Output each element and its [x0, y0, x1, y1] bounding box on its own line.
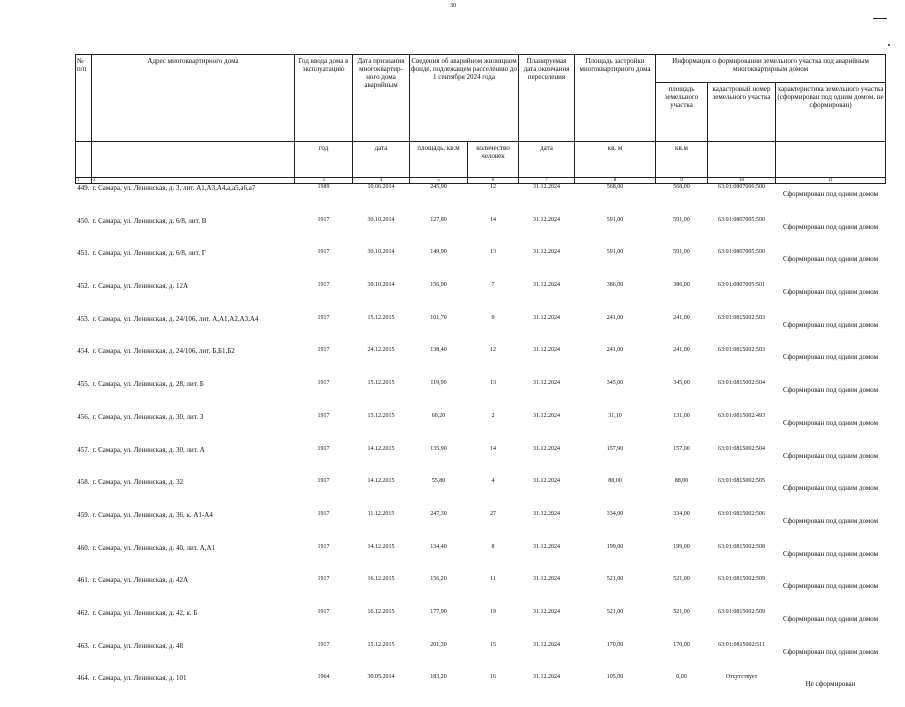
emergency-date-cell: 15.12.2015 — [367, 380, 395, 387]
building-area-cell: 521,00 — [606, 608, 624, 615]
area-cell: 101,70 — [430, 314, 447, 321]
row-number: 463. — [77, 641, 90, 650]
emergency-date-cell: 30.10.2014 — [367, 249, 395, 256]
building-area-cell: 105,00 — [606, 674, 624, 681]
land-area-cell: 334,00 — [673, 510, 690, 517]
address-cell: г. Самара, ул. Ленинская, д. 48 — [92, 641, 183, 650]
people-cell: 14 — [490, 216, 496, 223]
row-number: 453. — [77, 314, 90, 323]
building-area-cell: 170,00 — [606, 641, 624, 648]
address-cell: г. Самара, ул. Ленинская, д. 6/8, лит. В — [92, 216, 207, 225]
year-cell: 1917 — [317, 216, 330, 223]
address-cell: г. Самара, ул. Ленинская, д. 6/8, лит. Г — [92, 249, 206, 258]
people-cell: 13 — [490, 249, 496, 256]
table-row — [76, 446, 886, 479]
emergency-date-cell: 16.12.2015 — [367, 608, 395, 615]
emergency-date-cell: 30.10.2014 — [367, 282, 395, 289]
header-planned-date: Планируемая дата окончания переселения — [519, 55, 575, 142]
column-number: 11 — [776, 178, 886, 184]
header-emergency-date: Дата признания многоквартир-ного дома аварийным — [353, 55, 410, 142]
emergency-date-cell: 11.12.2015 — [367, 510, 395, 517]
land-status-cell: Сформирован под одним домом — [782, 582, 879, 591]
column-number: 9 — [656, 178, 708, 184]
year-cell: 1989 — [317, 184, 330, 190]
table-row — [76, 642, 886, 675]
planned-date-cell: 31.12.2024 — [533, 478, 560, 485]
building-area-cell: 386,00 — [606, 282, 624, 289]
people-cell: 15 — [490, 641, 496, 648]
planned-date-cell: 31.12.2024 — [533, 674, 560, 681]
row-number: 449. — [77, 184, 90, 192]
column-number: 7 — [519, 178, 575, 184]
address-cell: г. Самара, ул. Ленинская, д. 30, лит. А — [92, 445, 205, 454]
emergency-date-cell: 14.12.2015 — [367, 445, 395, 452]
cadastral-cell: Отсутствует — [725, 674, 758, 681]
year-cell: 1917 — [317, 412, 330, 419]
area-cell: 135,90 — [430, 445, 447, 452]
year-cell: 1917 — [317, 380, 330, 387]
planned-date-cell: 31.12.2024 — [533, 543, 560, 550]
unit-blank — [776, 142, 886, 178]
cadastral-cell: 63:01:0807005:501 — [717, 282, 765, 289]
area-cell: 55,80 — [431, 478, 446, 485]
people-cell: 12 — [490, 184, 496, 190]
cadastral-cell: 63:01:0815002:505 — [717, 478, 765, 485]
area-cell: 183,20 — [430, 674, 447, 681]
address-cell: г. Самара, ул. Ленинская, д. 28, лит. Б — [92, 380, 204, 389]
address-cell: г. Самара, ул. Ленинская, д. 24/106, лит. Б,Б1,Б2 — [92, 347, 235, 356]
emergency-date-cell: 15.12.2015 — [367, 314, 395, 321]
building-area-cell: 241,00 — [606, 314, 624, 321]
land-area-cell: 170,00 — [673, 641, 690, 648]
land-status-cell: Сформирован под одним домом — [782, 451, 879, 460]
land-status-cell: Не сформирован — [805, 680, 856, 689]
planned-date-cell: 31.12.2024 — [533, 184, 560, 190]
land-status-cell: Сформирован под одним домом — [782, 647, 879, 656]
land-status-cell: Сформирован под одним домом — [782, 549, 879, 558]
building-area-cell: 345,00 — [606, 380, 624, 387]
planned-date-cell: 31.12.2024 — [533, 412, 560, 419]
address-cell: г. Самара, ул. Ленинская, д. 42А — [92, 576, 189, 585]
table-row — [76, 544, 886, 577]
land-area-cell: 386,00 — [673, 282, 690, 289]
column-number: 1 — [76, 178, 92, 184]
building-area-cell: 199,00 — [606, 543, 624, 550]
cadastral-cell: 63:01:0815002:503 — [717, 314, 765, 321]
header-emergency-info: Сведения об аварийном жилищном фонде, подлежащем расселению до 1 сентября 2024 года — [410, 55, 519, 142]
unit-blank — [92, 142, 295, 178]
column-number: 6 — [468, 178, 519, 184]
people-cell: 14 — [490, 445, 496, 452]
header-row — [76, 55, 886, 83]
row-number: 455. — [77, 380, 90, 389]
cadastral-cell: 63:01:0815002:508 — [717, 543, 765, 550]
building-area-cell: 591,00 — [606, 249, 624, 256]
land-area-cell: 241,00 — [673, 314, 690, 321]
header-land-area: площадь земельного участка — [656, 83, 708, 142]
address-cell: г. Самара, ул. Ленинская, д. 32 — [92, 478, 183, 487]
land-area-cell: 568,00 — [673, 184, 690, 190]
header-land-info: Информация о формировании земельного участка под аварийным многоквартирным домом — [656, 55, 886, 83]
unit-plan-date: дата — [519, 142, 575, 178]
address-cell: г. Самара, ул. Ленинская, д. 42, к. Б — [92, 608, 198, 617]
table-row — [76, 282, 886, 315]
land-status-cell: Сформирован под одним домом — [782, 288, 879, 297]
row-number: 459. — [77, 510, 90, 519]
building-area-cell: 591,00 — [606, 216, 624, 223]
table-row — [76, 511, 886, 544]
scan-dot — [888, 44, 890, 46]
land-area-cell: 591,00 — [673, 249, 690, 256]
emergency-date-cell: 14.12.2015 — [367, 478, 395, 485]
address-cell: г. Самара, ул. Ленинская, д. 101 — [92, 674, 187, 683]
people-cell: 2 — [491, 412, 495, 419]
unit-people: количество человек — [468, 142, 519, 178]
header-cadastral: кадастровый номер земельного участка — [708, 83, 776, 142]
land-area-cell: 521,00 — [673, 608, 690, 615]
row-number: 452. — [77, 282, 90, 291]
cadastral-cell: 63:01:0807006:500 — [717, 184, 765, 190]
planned-date-cell: 31.12.2024 — [533, 445, 560, 452]
table-row — [76, 413, 886, 446]
table-row — [76, 576, 886, 609]
land-status-cell: Сформирован под одним домом — [782, 418, 879, 427]
land-area-cell: 521,00 — [673, 576, 690, 583]
land-area-cell: 241,00 — [673, 347, 690, 354]
building-area-cell: 568,00 — [606, 184, 624, 190]
cadastral-cell: 63:01:0815002:509 — [717, 608, 765, 615]
unit-building-area: кв. м — [575, 142, 656, 178]
table-row — [76, 217, 886, 250]
land-area-cell: 591,00 — [673, 216, 690, 223]
table-row — [76, 478, 886, 511]
building-area-cell: 88,00 — [608, 478, 622, 485]
header-year: Год ввода дома в эксплуатацию — [295, 55, 353, 142]
unit-blank — [708, 142, 776, 178]
cadastral-cell: 63:01:0815002:511 — [718, 641, 765, 648]
emergency-date-cell: 24.12.2015 — [367, 347, 395, 354]
emergency-date-cell: 30.05.2014 — [367, 674, 395, 681]
people-cell: 12 — [490, 347, 496, 354]
year-cell: 1917 — [317, 347, 330, 354]
planned-date-cell: 31.12.2024 — [533, 249, 560, 256]
unit-year: год — [295, 142, 353, 178]
table-row — [76, 249, 886, 282]
address-cell: г. Самара, ул. Ленинская, д. 3, лит. А1,А3,А4,а,а5,а6,а7 — [92, 184, 256, 192]
header-land-status: характеристика земельного участка (сформирован под одним домом, не сформирован) — [776, 83, 886, 142]
column-number: 8 — [575, 178, 656, 184]
planned-date-cell: 31.12.2024 — [533, 314, 560, 321]
column-number: 2 — [92, 178, 295, 184]
land-status-cell: Сформирован под одним домом — [782, 190, 879, 198]
planned-date-cell: 31.12.2024 — [533, 608, 560, 615]
row-number: 462. — [77, 608, 90, 617]
area-cell: 119,90 — [430, 380, 447, 387]
people-cell: 8 — [491, 543, 495, 550]
row-number: 461. — [77, 576, 90, 585]
planned-date-cell: 31.12.2024 — [533, 282, 560, 289]
area-cell: 138,40 — [430, 347, 447, 354]
column-number: 3 — [295, 178, 353, 184]
land-status-cell: Сформирован под одним домом — [782, 255, 879, 264]
building-area-cell: 157,90 — [606, 445, 624, 452]
row-number: 460. — [77, 543, 90, 552]
address-cell: г. Самара, ул. Ленинская, д. 24/106, лит. А,А1,А2,А3,А4 — [92, 314, 259, 323]
planned-date-cell: 31.12.2024 — [533, 576, 560, 583]
area-cell: 201,30 — [430, 641, 447, 648]
header-building-area: Площадь застройки многоквартирного дома — [575, 55, 656, 142]
area-cell: 134,40 — [430, 543, 447, 550]
emergency-date-cell: 15.12.2015 — [367, 412, 395, 419]
year-cell: 1917 — [317, 576, 330, 583]
emergency-date-cell: 16.12.2015 — [367, 576, 395, 583]
people-cell: 4 — [491, 478, 495, 485]
cadastral-cell: 63:01:0815002:504 — [717, 445, 765, 452]
land-area-cell: 199,00 — [673, 543, 690, 550]
row-number: 464. — [77, 674, 90, 683]
building-area-cell: 521,00 — [606, 576, 624, 583]
year-cell: 1917 — [317, 608, 330, 615]
emergency-date-cell: 15.12.2015 — [367, 641, 395, 648]
area-cell: 177,90 — [430, 608, 447, 615]
cadastral-cell: 63:01:0815002:504 — [717, 380, 765, 387]
area-cell: 127,80 — [430, 216, 447, 223]
planned-date-cell: 31.12.2024 — [533, 216, 560, 223]
land-status-cell: Сформирован под одним домом — [782, 614, 879, 623]
row-number: 454. — [77, 347, 90, 356]
land-area-cell: 88,00 — [674, 478, 689, 485]
emergency-date-cell: 30.10.2014 — [367, 216, 395, 223]
row-number: 450. — [77, 216, 90, 225]
people-cell: 7 — [491, 282, 495, 289]
year-cell: 1917 — [317, 314, 330, 321]
land-area-cell: 0,00 — [676, 674, 687, 681]
address-cell: г. Самара, ул. Ленинская, д. 12А — [92, 282, 189, 291]
people-cell: 9 — [491, 314, 495, 321]
table-row — [76, 674, 886, 707]
people-cell: 11 — [490, 576, 496, 583]
emergency-date-cell: 14.12.2015 — [367, 543, 395, 550]
people-cell: 27 — [490, 510, 496, 517]
area-cell: 156,90 — [430, 282, 447, 289]
year-cell: 1917 — [317, 478, 330, 485]
address-cell: г. Самара, ул. Ленинская, д. 40, лит. А,А1 — [92, 543, 216, 552]
land-status-cell: Сформирован под одним домом — [782, 484, 879, 493]
area-cell: 156,20 — [430, 576, 447, 583]
planned-date-cell: 31.12.2024 — [533, 510, 560, 517]
cadastral-cell: 63:01:0815002:503 — [717, 347, 765, 354]
people-cell: 13 — [490, 380, 496, 387]
table-row — [76, 609, 886, 642]
land-status-cell: Сформирован под одним домом — [782, 516, 879, 525]
year-cell: 1917 — [317, 510, 330, 517]
area-cell: 245,90 — [430, 184, 447, 190]
table-row — [76, 380, 886, 413]
page-number: 30 — [450, 3, 456, 9]
land-area-cell: 345,00 — [673, 380, 690, 387]
unit-land-area: кв.м — [656, 142, 708, 178]
area-cell: 149,90 — [430, 249, 447, 256]
address-cell: г. Самара, ул. Ленинская, д. 36, к. А1-А4 — [92, 510, 213, 519]
people-cell: 16 — [490, 674, 496, 681]
column-number: 10 — [708, 178, 776, 184]
year-cell: 1964 — [317, 674, 330, 681]
area-cell: 247,30 — [430, 510, 447, 517]
address-cell: г. Самара, ул. Ленинская, д. 30, лит. З — [92, 412, 204, 421]
land-area-cell: 157,00 — [673, 445, 690, 452]
header-address: Адрес многоквартирного дома — [92, 55, 295, 142]
building-area-cell: 241,00 — [606, 347, 624, 354]
row-number: 458. — [77, 478, 90, 487]
people-cell: 19 — [490, 608, 496, 615]
column-number: 4 — [353, 178, 410, 184]
scan-mark — [873, 18, 887, 19]
building-area-cell: 31,10 — [608, 412, 622, 419]
year-cell: 1917 — [317, 282, 330, 289]
units-row — [76, 142, 886, 178]
year-cell: 1917 — [317, 641, 330, 648]
row-number: 457. — [77, 445, 90, 454]
land-status-cell: Сформирован под одним домом — [782, 386, 879, 395]
land-status-cell: Сформирован под одним домом — [782, 222, 879, 231]
cadastral-cell: 63:01:0807005:500 — [717, 249, 765, 256]
land-status-cell: Сформирован под одним домом — [782, 353, 879, 362]
row-number: 456. — [77, 412, 90, 421]
unit-area: площадь, кв.м — [410, 142, 468, 178]
planned-date-cell: 31.12.2024 — [533, 347, 560, 354]
year-cell: 1917 — [317, 543, 330, 550]
cadastral-cell: 63:01:0815002:493 — [717, 412, 765, 419]
cadastral-cell: 63:01:0815002:509 — [717, 576, 765, 583]
unit-date: дата — [353, 142, 410, 178]
unit-blank — [76, 142, 92, 178]
building-area-cell: 334,00 — [606, 510, 624, 517]
emergency-date-cell: 10.06.2014 — [367, 184, 395, 190]
row-number: 451. — [77, 249, 90, 258]
year-cell: 1917 — [317, 445, 330, 452]
column-number: 5 — [410, 178, 468, 184]
header-no: № п/п — [76, 55, 92, 142]
cadastral-cell: 63:01:0815002:506 — [717, 510, 765, 517]
emergency-housing-table — [75, 54, 886, 707]
planned-date-cell: 31.12.2024 — [533, 641, 560, 648]
land-status-cell: Сформирован под одним домом — [782, 320, 879, 329]
planned-date-cell: 31.12.2024 — [533, 380, 560, 387]
area-cell: 60,20 — [431, 412, 446, 419]
land-area-cell: 131,00 — [673, 412, 690, 419]
table-row — [76, 315, 886, 348]
year-cell: 1917 — [317, 249, 330, 256]
cadastral-cell: 63:01:0807005:500 — [717, 216, 765, 223]
table-row — [76, 347, 886, 380]
table-row — [76, 184, 886, 217]
